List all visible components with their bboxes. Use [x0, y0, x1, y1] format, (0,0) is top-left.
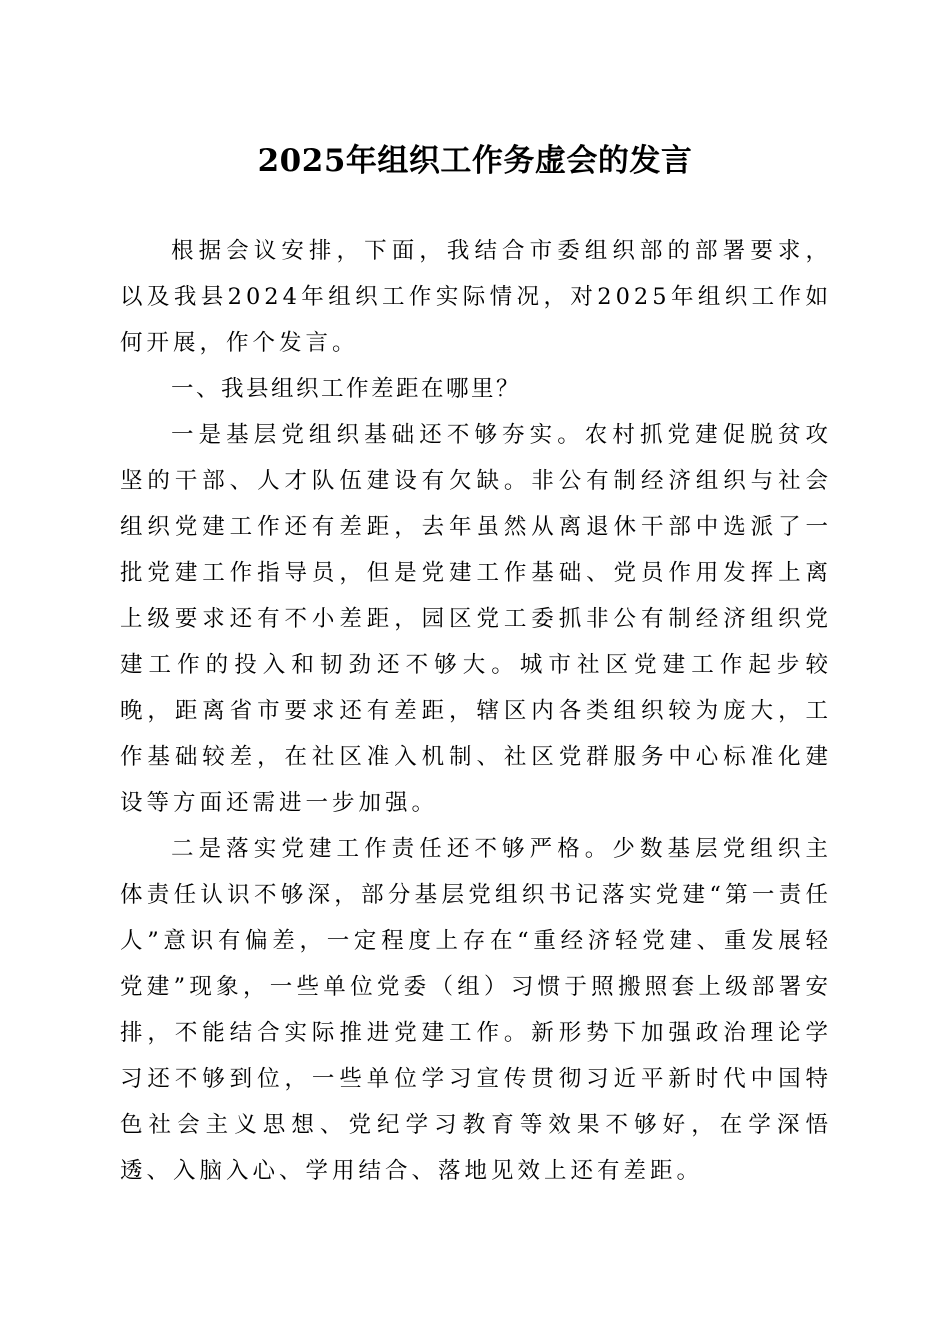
intro-paragraph: 根据会议安排，下面，我结合市委组织部的部署要求，以及我县2024年组织工作实际情况，对2025年组织工作如何开展，作个发言。 [120, 238, 832, 356]
paragraph-lead: 一是基层党组织基础还不够夯实。 [171, 422, 585, 448]
body-paragraph [120, 412, 832, 826]
document-title: 2025年组织工作务虚会的发言 [257, 143, 693, 179]
paragraph-lead: 二是落实党建工作责任还不够严格。 [171, 836, 613, 862]
body-paragraph [120, 826, 832, 1194]
paragraph-text: 少数基层党组织主体责任认识不够深，部分基层党组织书记落实党建“第一责任人”意识有偏差，一定程度上存在“重经济轻党建、重发展轻党建”现象，一些单位党委（组）习惯于照搬照套上级部署安排，不能结合实际推进党建工作。新形势下加强政治理论学习还不够到位，一些单位学习宣传贯彻习近平新时代中国特色社会主义思想、党纪学习教育等效果不够好，在学深悟透、入脑入心、学用结合、落地见效上还有差距。 [120, 836, 832, 1184]
section-heading: 一、我县组织工作差距在哪里？ [171, 376, 522, 402]
paragraph-text: 农村抓党建促脱贫攻坚的干部、人才队伍建设有欠缺。非公有制经济组织与社会组织党建工作还有差距，去年虽然从离退休干部中选派了一批党建工作指导员，但是党建工作基础、党员作用发挥上离上级要求还有不小差距，园区党工委抓非公有制经济组织党建工作的投入和韧劲还不够大。城市社区党建工作起步较晚，距离省市要求还有差距，辖区内各类组织较为庞大，工作基础较差，在社区准入机制、社区党群服务中心标准化建设等方面还需进一步加强。 [120, 422, 832, 816]
document-body [120, 228, 832, 1194]
